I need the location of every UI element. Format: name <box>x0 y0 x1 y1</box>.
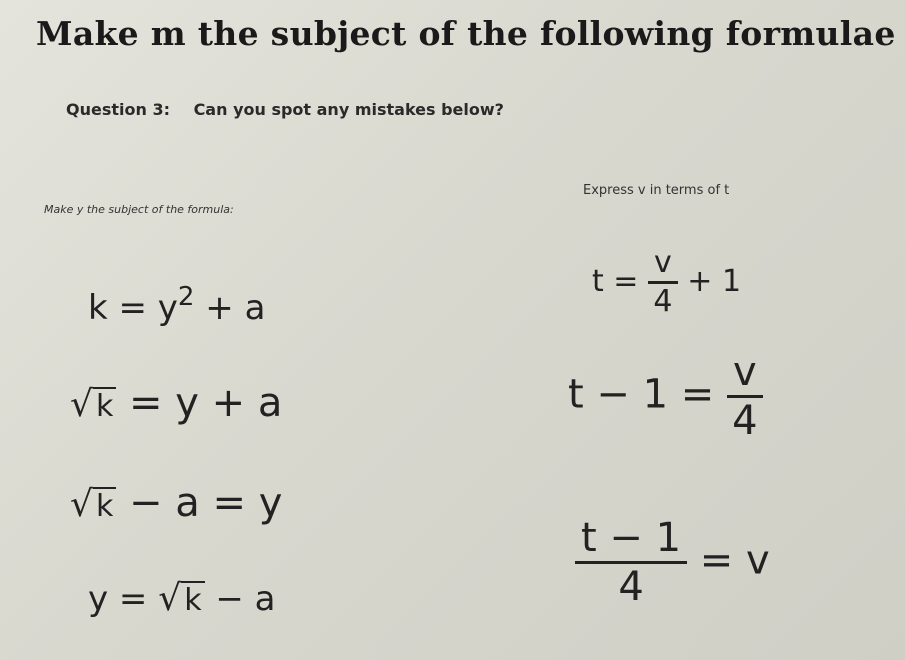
right-eq1-rhs: + 1 <box>677 264 742 299</box>
left-equation-2 <box>70 380 282 426</box>
left-eq1-rhs: + a <box>194 288 266 328</box>
right-eq2-lhs: t − 1 = <box>568 371 728 418</box>
left-eq3-sqrt: √ k <box>70 480 116 526</box>
left-eq4-lhs: y = <box>88 579 159 619</box>
left-equation-4 <box>88 578 276 619</box>
right-eq1-numerator: v <box>653 245 672 280</box>
right-instruction: Express v in terms of t <box>583 183 730 198</box>
right-equation-1 <box>592 245 742 319</box>
right-eq3-denominator: 4 <box>618 564 644 610</box>
right-eq2-numerator: v <box>733 349 757 395</box>
left-eq4-radicand: k <box>181 581 204 618</box>
right-eq3-rhs: = v <box>687 537 770 584</box>
right-eq1-lhs: t = <box>592 264 648 299</box>
worksheet-title: Make m the subject of the following formulae <box>36 14 896 53</box>
question-label: Question 3: <box>66 100 170 119</box>
left-eq1-lhs: k = y <box>88 288 178 328</box>
left-eq3-radicand: k <box>93 487 116 524</box>
question-line <box>66 100 504 119</box>
left-eq2-radicand: k <box>93 387 116 424</box>
right-eq3-fraction <box>575 515 687 610</box>
left-eq3-rhs: − a = y <box>116 480 283 526</box>
right-eq1-fraction <box>648 245 678 319</box>
left-eq4-sqrt: √ k <box>158 578 204 619</box>
left-equation-3 <box>70 480 282 526</box>
left-eq1-exponent: 2 <box>177 282 195 312</box>
right-eq1-denominator: 4 <box>653 284 673 319</box>
right-eq3-numerator: t − 1 <box>581 515 682 561</box>
left-equation-1 <box>88 282 265 328</box>
right-equation-2 <box>568 349 763 444</box>
right-equation-3 <box>575 515 770 610</box>
left-eq4-rhs: − a <box>204 579 276 619</box>
left-eq2-sqrt: √ k <box>70 380 116 426</box>
right-eq2-denominator: 4 <box>732 398 758 444</box>
left-instruction: Make y the subject of the formula: <box>44 203 234 216</box>
question-text: Can you spot any mistakes below? <box>193 100 504 119</box>
right-eq2-fraction <box>727 349 763 444</box>
left-eq2-rhs: = y + a <box>116 380 283 426</box>
